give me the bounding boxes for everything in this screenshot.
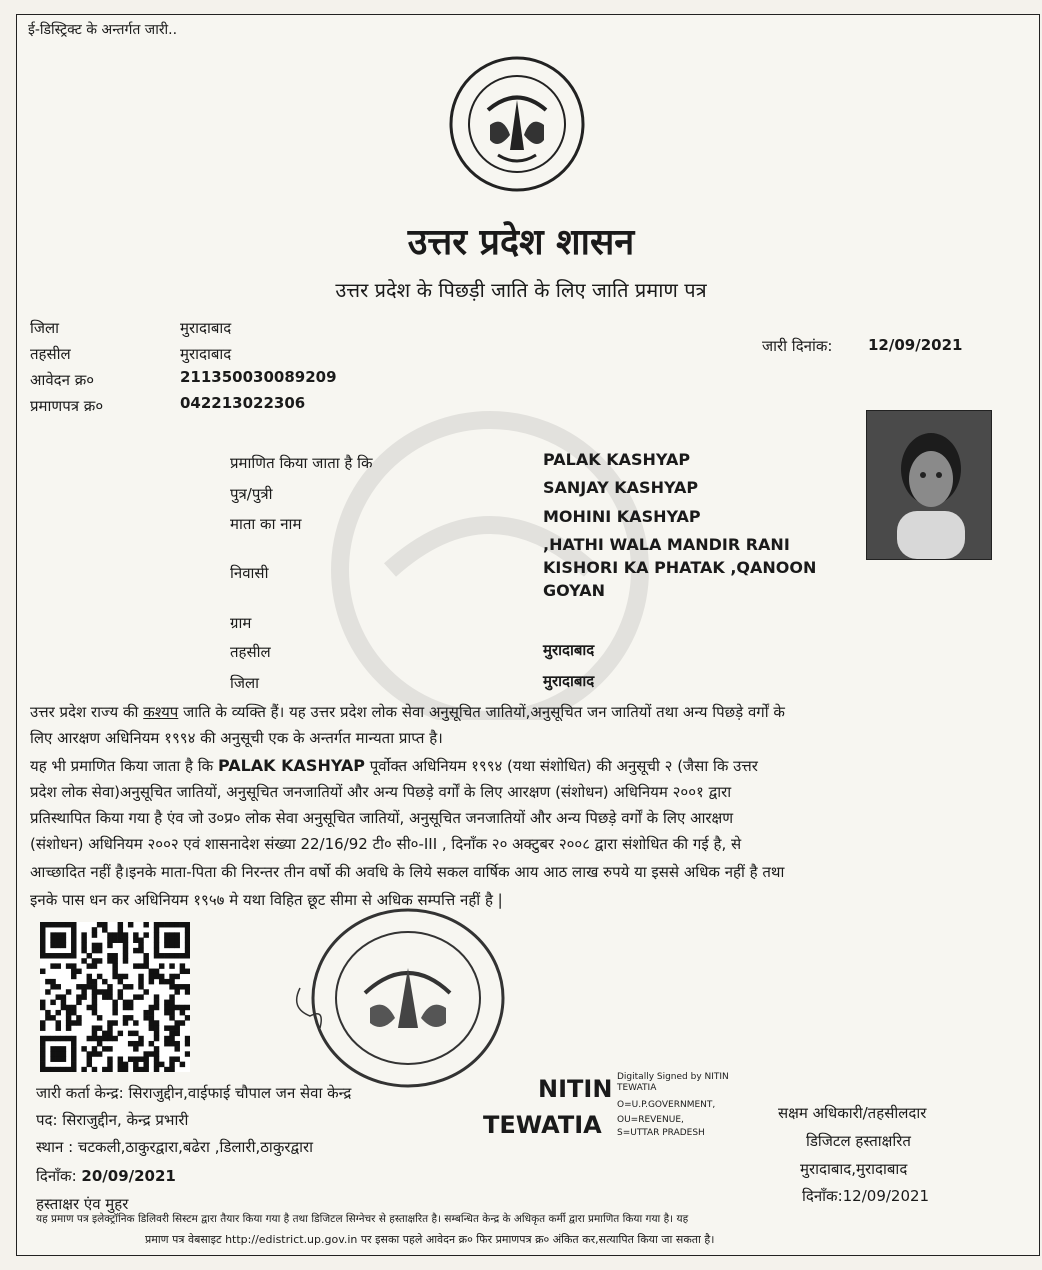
qr-code [40, 922, 190, 1072]
footer-line1: यह प्रमाण पत्र इलेक्ट्रॉनिक डिलिवरी सिस्टम द्वारा तैयार किया गया है तथा डिजिटल सिग्नेचर से हस्ताक्षरित है। सम्बन्धित केन्द्र के अधिकृत कर्मी द्वारा प्रमाणित किया गया है। यह [36, 1213, 689, 1225]
paragraph2-line1 [30, 756, 758, 776]
paragraph2-line2: प्रदेश लोक सेवा)अनुसूचित जातियों, अनुसूचित जनजातियों और अन्य पिछड़े वर्गों के लिए आरक्षण (संशोधन) अधिनियम २००१ द्वारा [30, 783, 732, 801]
resident-line3: GOYAN [543, 581, 605, 600]
child-of-label: पुत्र/पुत्री [230, 485, 273, 503]
application-number: 211350030089209 [180, 368, 337, 386]
details-district-value: मुरादाबाद [543, 672, 595, 690]
applicant-photo [866, 410, 992, 560]
resident-line1: ,HATHI WALA MANDIR RANI [543, 535, 790, 554]
certificate-number: 042213022306 [180, 394, 306, 412]
issuer-sign-label: हस्ताक्षर एंव मुहर [36, 1195, 129, 1213]
issuer-date-label: दिनाँक: [36, 1167, 82, 1185]
page-subtitle: उत्तर प्रदेश के पिछड़ी जाति के लिए जाति प्रमाण पत्र [335, 278, 707, 302]
signer-name-line1: NITIN [538, 1075, 613, 1103]
up-emblem-icon [448, 55, 586, 193]
tehsil-value: मुरादाबाद [180, 345, 232, 363]
district-label: जिला [30, 319, 60, 337]
issuer-post: पद: सिराजुद्दीन, केन्द्र प्रभारी [36, 1111, 189, 1129]
village-label: ग्राम [230, 614, 252, 632]
father-name: SANJAY KASHYAP [543, 478, 699, 497]
authority-title: सक्षम अधिकारी/तहसीलदार [778, 1104, 927, 1122]
issue-date-value: 12/09/2021 [868, 336, 963, 354]
paragraph1-line2: लिए आरक्षण अधिनियम १९९४ की अनुसूची एक के अन्तर्गत मान्यता प्राप्त है। [30, 729, 443, 747]
certificate-label: प्रमाणपत्र क्र० [30, 397, 104, 415]
paragraph2-line4: (संशोधन) अधिनियम २००२ एवं शासनादेश संख्या 22/16/92 टी० सी०-III , दिनाँक २० अक्टुबर २००८ द्वारा संशोधित की गई है, से [30, 835, 742, 853]
paragraph2-holder-name: PALAK KASHYAP [217, 756, 365, 775]
digital-sign-detail5: S=UTTAR PRADESH [617, 1128, 705, 1138]
page-title: उत्तर प्रदेश शासन [407, 221, 635, 263]
digital-sign-detail1: Digitally Signed by NITIN [617, 1072, 729, 1082]
paragraph1-text-b: जाति के व्यक्ति हैं। यह उत्तर प्रदेश लोक सेवा अनुसूचित जातियों,अनुसूचित जन जातियों तथा अन्य पिछड़े वर्गों के [178, 703, 785, 721]
certified-label: प्रमाणित किया जाता है कि [230, 454, 373, 472]
issue-date-label: जारी दिनांक: [762, 337, 833, 355]
holder-name: PALAK KASHYAP [543, 450, 691, 469]
paragraph2-text-a: यह भी प्रमाणित किया जाता है कि [30, 757, 218, 775]
paragraph2-line5: आच्छादित नहीं है।इनके माता-पिता की निरन्तर तीन वर्षो की अवधि के लिये सकल वार्षिक आय आठ लाख रुपये या इससे अधिक नहीं है तथा [30, 863, 785, 881]
application-label: आवेदन क्र० [30, 371, 95, 389]
authority-location: मुरादाबाद,मुरादाबाद [800, 1160, 908, 1178]
paragraph2-line3: प्रतिस्थापित किया गया है एंव जो उ०प्र० लोक सेवा अनुसूचित जातियों, अनुसूचित जनजातियों और अन्य पिछड़े वर्गों के लिए आरक्षण [30, 809, 734, 827]
tehsil-label: तहसील [30, 345, 71, 363]
paragraph1-line1 [30, 702, 785, 722]
mother-label: माता का नाम [230, 515, 302, 533]
resident-line2: KISHORI KA PHATAK ,QANOON [543, 558, 817, 577]
mother-name: MOHINI KASHYAP [543, 507, 701, 526]
digital-sign-detail2: TEWATIA [617, 1083, 657, 1093]
paragraph1-text-a: उत्तर प्रदेश राज्य की [30, 703, 144, 721]
paragraph2-line6: इनके पास धन कर अधिनियम १९५७ मे यथा विहित छूट सीमा से अधिक सम्पत्ति नहीं है | [30, 891, 503, 909]
applicant-photo-image [867, 411, 991, 559]
district-value: मुरादाबाद [180, 319, 232, 337]
authority-date: दिनाँक:12/09/2021 [802, 1187, 930, 1205]
digital-sign-detail3: O=U.P.GOVERNMENT, [617, 1100, 716, 1110]
issuer-date [36, 1166, 176, 1186]
digital-sign-detail4: OU=REVENUE, [617, 1115, 684, 1125]
signer-name-line2: TEWATIA [483, 1111, 602, 1139]
issuer-place: स्थान : चटकली,ठाकुरद्वारा,बढेरा ,डिलारी,ठाकुरद्वारा [36, 1138, 314, 1156]
issuer-date-value: 20/09/2021 [81, 1167, 176, 1185]
caste-name: कश्यप [143, 703, 179, 721]
paragraph2-text-b: पूर्वोक्त अधिनियम १९९४ (यथा संशोधित) की अनुसूची २ (जैसा कि उत्तर [365, 757, 758, 775]
resident-label: निवासी [230, 564, 269, 582]
authority-digital: डिजिटल हस्ताक्षरित [806, 1132, 911, 1150]
footer-line2: प्रमाण पत्र वेबसाइट http://edistrict.up.gov.in पर इसका पहले आवेदन क्र० फिर प्रमाणपत्र क्र० अंकित कर,सत्यापित किया जा सकता है। [145, 1233, 715, 1246]
official-seal-stamp [290, 898, 520, 1098]
details-tehsil-value: मुरादाबाद [543, 641, 595, 659]
details-tehsil-label: तहसील [230, 643, 271, 661]
header-note: ई-डिस्ट्रिक्ट के अन्तर्गत जारी.. [28, 22, 178, 38]
issuer-centre: जारी कर्ता केन्द्र: सिराजुद्दीन,वाईफाई चौपाल जन सेवा केन्द्र [36, 1084, 352, 1102]
details-district-label: जिला [230, 674, 260, 692]
